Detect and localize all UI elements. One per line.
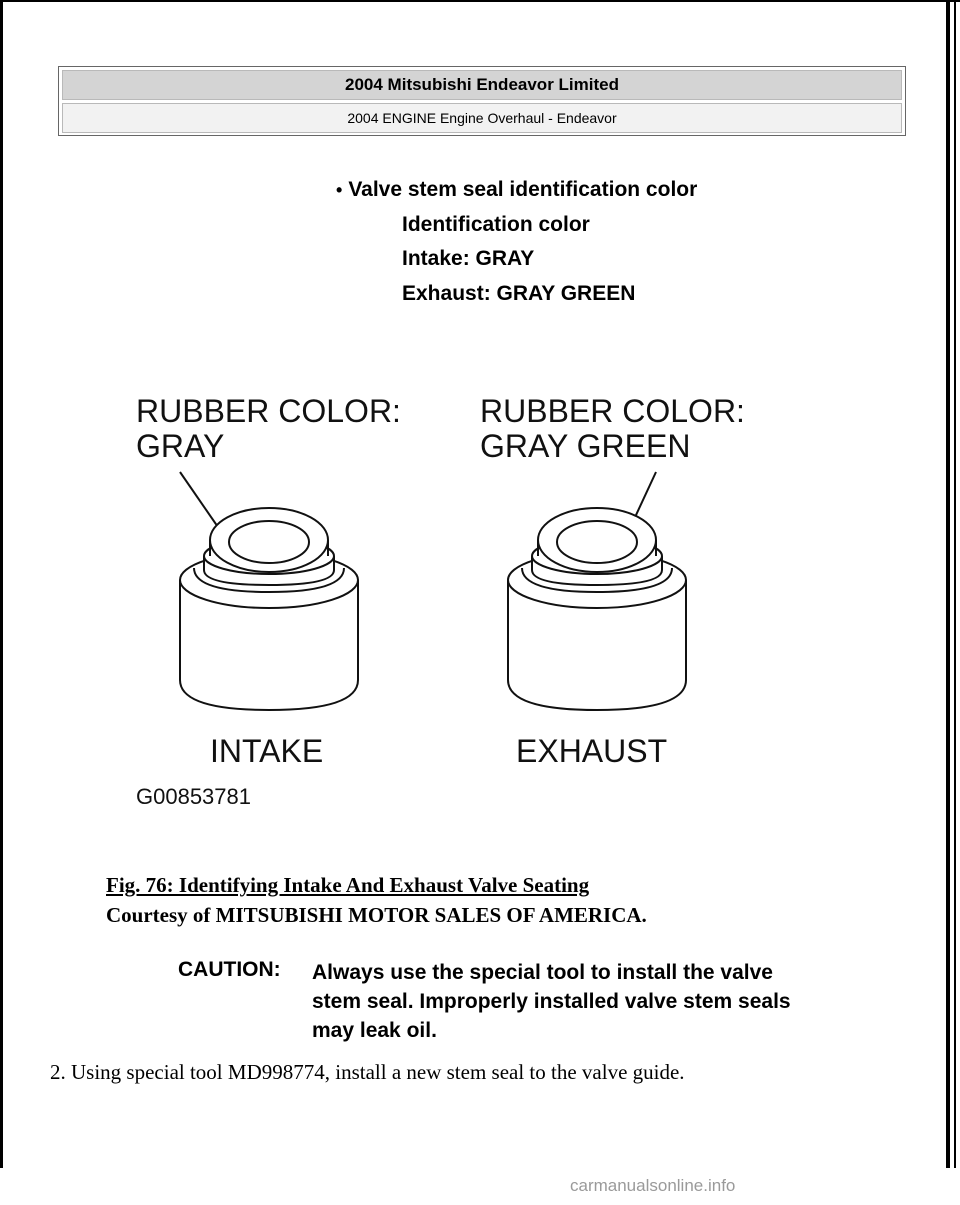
- caution-text: [312, 958, 892, 1045]
- page-border-left: [0, 0, 3, 1168]
- intake-seal-drawing: [180, 508, 358, 710]
- page-border-right-outer: [954, 0, 956, 1168]
- caution-line-1: Always use the special tool to install the valve: [312, 961, 773, 984]
- right-rubber-color-label: RUBBER COLOR:: [480, 393, 745, 429]
- procedure-step-2: 2. Using special tool MD998774, install a new stem seal to the valve guide.: [50, 1060, 685, 1084]
- figure-code: G00853781: [136, 784, 251, 809]
- left-rubber-color-label: RUBBER COLOR:: [136, 393, 401, 429]
- intake-leader-line: [180, 472, 220, 530]
- exhaust-seal-drawing: [508, 508, 686, 710]
- caution-label: CAUTION:: [178, 958, 281, 981]
- intake-label: INTAKE: [210, 733, 324, 769]
- bullet-line-1: Identification color: [402, 213, 590, 236]
- bullet-heading: Valve stem seal identification color: [348, 178, 698, 201]
- bullet-line-3: Exhaust: GRAY GREEN: [402, 282, 636, 305]
- figure-caption: Fig. 76: Identifying Intake And Exhaust Valve Seating: [106, 873, 590, 897]
- caution-line-3: may leak oil.: [312, 1019, 437, 1042]
- caution-line-2: stem seal. Improperly installed valve stem seals: [312, 990, 791, 1013]
- valve-seal-figure: [118, 380, 818, 820]
- right-rubber-color-value: GRAY GREEN: [480, 428, 691, 464]
- watermark: carmanualsonline.info: [570, 1176, 736, 1195]
- page-border-top: [0, 0, 960, 2]
- header-subtitle: 2004 ENGINE Engine Overhaul - Endeavor: [62, 103, 902, 133]
- page-border-right: [946, 0, 950, 1168]
- document-header: [58, 66, 906, 136]
- bullet-line-2: Intake: GRAY: [402, 247, 535, 270]
- figure-courtesy: Courtesy of MITSUBISHI MOTOR SALES OF AMERICA.: [106, 903, 647, 927]
- exhaust-label: EXHAUST: [516, 733, 668, 769]
- header-title: 2004 Mitsubishi Endeavor Limited: [62, 70, 902, 100]
- left-rubber-color-value: GRAY: [136, 428, 225, 464]
- bullet-marker: •: [336, 180, 343, 200]
